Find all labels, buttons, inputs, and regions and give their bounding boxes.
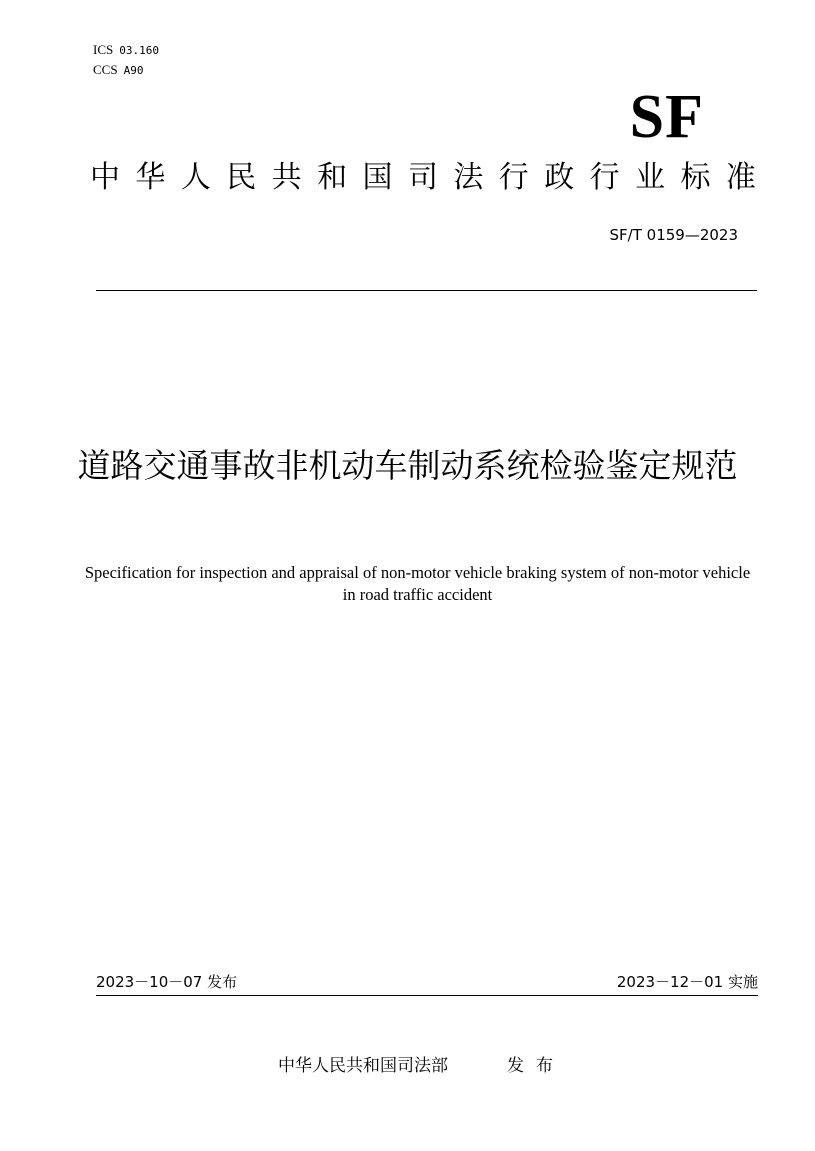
standard-type-char: 行 bbox=[589, 160, 620, 195]
standard-type-char: 国 bbox=[362, 160, 393, 195]
standard-type-char: 华 bbox=[135, 160, 166, 195]
title-chinese: 道路交通事故非机动车制动系统检验鉴定规范 bbox=[77, 446, 738, 485]
ics-line bbox=[93, 40, 159, 60]
publish-word: 发布 bbox=[507, 1056, 565, 1076]
standard-type-char: 法 bbox=[453, 160, 484, 195]
issue-date: 2023－10－07 发布 bbox=[96, 973, 238, 991]
publisher: 中华人民共和国司法部 bbox=[278, 1056, 448, 1076]
implementation-date: 2023－12－01 实施 bbox=[616, 973, 758, 991]
standard-type-char: 人 bbox=[180, 160, 211, 195]
standard-type-heading bbox=[90, 156, 756, 200]
ccs-value: A90 bbox=[123, 64, 144, 77]
standard-type-char: 准 bbox=[725, 160, 756, 195]
standard-type-char: 业 bbox=[635, 160, 666, 195]
standard-type-char: 司 bbox=[407, 160, 438, 195]
standard-type-char: 共 bbox=[271, 160, 302, 195]
ccs-label: CCS bbox=[93, 62, 118, 77]
ics-label: ICS bbox=[93, 42, 114, 57]
ics-value: 03.160 bbox=[119, 44, 159, 57]
title-english: Specification for inspection and appraisal of non-motor vehicle braking system of non-motor vehicle in road traffic accident bbox=[84, 563, 751, 604]
classification-codes bbox=[93, 40, 159, 80]
header-divider bbox=[96, 290, 757, 291]
standard-type-char: 政 bbox=[544, 160, 575, 195]
ccs-line bbox=[93, 60, 159, 80]
standard-type-char: 行 bbox=[498, 160, 529, 195]
sf-logo: SF bbox=[629, 83, 704, 151]
footer-divider bbox=[96, 995, 758, 996]
standard-number: SF/T 0159—2023 bbox=[609, 226, 738, 244]
standard-type-char: 民 bbox=[226, 160, 257, 195]
standard-type-char: 和 bbox=[317, 160, 348, 195]
standard-type-char: 标 bbox=[680, 160, 711, 195]
standard-type-char: 中 bbox=[90, 160, 120, 195]
